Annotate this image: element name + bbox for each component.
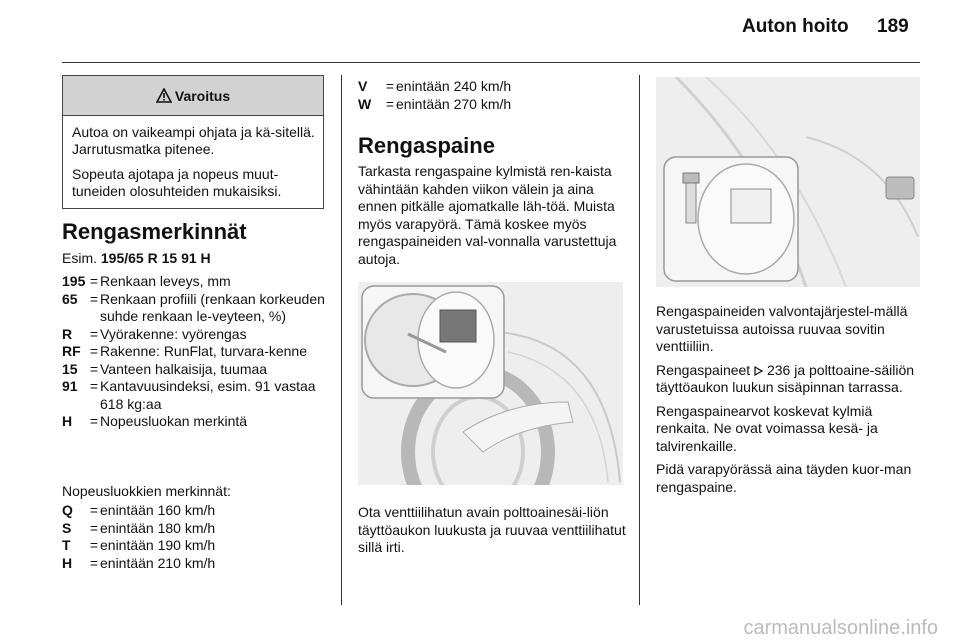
- warning-box: [62, 75, 324, 209]
- definition-key: R: [62, 325, 73, 342]
- column-divider-2: [639, 75, 640, 605]
- definition-row: 91 = Kantavuusindeksi, esim. 91 vastaa 618 kg:aa: [62, 378, 332, 413]
- speed-class-row: T = enintään 190 km/h: [62, 537, 332, 555]
- definition-value: Renkaan leveys, mm: [100, 273, 231, 289]
- speed-class-list-1: [62, 502, 332, 572]
- definition-row: 195 = Renkaan leveys, mm: [62, 273, 332, 291]
- speed-class-value: enintään 180 km/h: [100, 519, 216, 536]
- speed-classes-intro: Nopeusluokkien merkinnät:: [62, 483, 231, 499]
- speed-class-key: W: [358, 95, 372, 112]
- speed-class-list-2: [358, 78, 628, 113]
- page-number: 189: [877, 16, 909, 37]
- definition-value: Rakenne: RunFlat, turvara-kenne: [100, 343, 307, 359]
- definition-value: Nopeusluokan merkintä: [100, 413, 248, 429]
- figure2-caption: Rengaspaineiden valvontajärjestel-mällä varustetuissa autoissa ruuvaa sovitin venttiiliin.: [656, 303, 908, 354]
- speed-class-row: V = enintään 240 km/h: [358, 78, 628, 96]
- warning-triangle-icon: [156, 88, 172, 103]
- definition-key: 15: [62, 360, 78, 377]
- tyre-pressure-intro: Tarkasta rengaspaine kylmistä ren-kaista vähintään kahden viikon välein ja aina ennen pitkälle ajomatkalle läh-töä. Muista myös varapyörä. Tämä koskee myös rengaspaineiden val-vonnalla varustettuja autoja.: [358, 163, 617, 267]
- definition-row: R = Vyörakenne: vyörengas: [62, 326, 332, 344]
- spare-wheel-note: Pidä varapyörässä aina täyden kuor-man rengaspaine.: [656, 461, 912, 495]
- speed-class-value: enintään 190 km/h: [100, 537, 216, 553]
- speed-class-value: enintään 270 km/h: [396, 95, 512, 112]
- page-reference-triangle-icon: [754, 366, 763, 376]
- illustration-valve-adapter: [656, 77, 920, 287]
- definition-key: 195: [62, 273, 86, 289]
- pressure-reference: [656, 362, 924, 397]
- definition-key: 91: [62, 378, 78, 394]
- speed-class-row: W = enintään 270 km/h: [358, 96, 628, 114]
- warning-text-1: Autoa on vaikeampi ohjata ja kä-sitellä. Jarrutusmatka pitenee.: [72, 124, 315, 157]
- example-code: 195/65 R 15 91 H: [100, 250, 211, 266]
- definition-key: H: [62, 413, 73, 429]
- valve-adapter-illustration: [656, 77, 920, 287]
- illustration-fuel-flap-valve-key: [358, 282, 623, 485]
- speed-class-row: H = enintään 210 km/h: [62, 555, 332, 573]
- tyre-pressure-right-column: [656, 303, 924, 502]
- definition-row: H = Nopeusluokan merkintä: [62, 413, 332, 431]
- figure1-caption: Ota venttiilihatun avain polttoainesäi-liön täyttöaukon luukusta ja ruuvaa venttiilihatut sillä irti.: [358, 504, 626, 555]
- definition-value: Renkaan profiili (renkaan korkeuden suhde renkaan le-veyteen, %): [100, 290, 325, 324]
- definition-value: Vyörakenne: vyörengas: [100, 325, 247, 342]
- speed-class-row: Q = enintään 160 km/h: [62, 502, 332, 520]
- definition-value: Kantavuusindeksi, esim. 91 vastaa 618 kg:aa: [100, 378, 316, 412]
- speed-class-value: enintään 210 km/h: [100, 554, 216, 571]
- definition-row: RF = Rakenne: RunFlat, turvara-kenne: [62, 343, 332, 361]
- definition-key: 65: [62, 290, 78, 307]
- fuel-flap-tyre-illustration: [358, 282, 623, 485]
- tyre-marking-definitions: [62, 273, 332, 431]
- column-divider-1: [341, 75, 342, 605]
- warning-header: [63, 76, 323, 116]
- tyre-pressure-heading: Rengaspaine: [358, 133, 495, 158]
- definition-row: 65 = Renkaan profiili (renkaan korkeuden suhde renkaan le-veyteen, %): [62, 291, 332, 326]
- definition-value: Vanteen halkaisija, tuumaa: [100, 360, 268, 377]
- page-section-title: Auton hoito: [742, 16, 849, 37]
- warning-title: Varoitus: [174, 87, 231, 104]
- speed-class-value: enintään 240 km/h: [396, 78, 512, 94]
- tyre-example-line: [62, 250, 332, 268]
- speed-class-key: S: [62, 519, 72, 536]
- cold-tyre-note: Rengaspainearvot koskevat kylmiä renkaita. Ne ovat voimassa kesä- ja talvirenkaille.: [656, 402, 878, 454]
- speed-class-key: H: [62, 554, 73, 571]
- speed-class-value: enintään 160 km/h: [100, 502, 216, 518]
- pressure-reference-text: Rengaspaineet: [656, 361, 755, 378]
- speed-class-key: Q: [62, 502, 73, 518]
- example-label: Esim.: [62, 250, 97, 266]
- tyre-markings-heading: Rengasmerkinnät: [62, 219, 247, 244]
- pressure-reference-text-cont: 236 ja polttoaine-säiliön täyttöaukon luukun sisäpinnan tarrassa.: [656, 361, 915, 395]
- speed-class-key: T: [62, 537, 71, 553]
- watermark: carmanualsonline.info: [743, 617, 938, 639]
- header-divider: [62, 62, 920, 63]
- definition-key: RF: [62, 343, 81, 359]
- speed-class-key: V: [358, 78, 368, 94]
- speed-class-row: S = enintään 180 km/h: [62, 520, 332, 538]
- definition-row: 15 = Vanteen halkaisija, tuumaa: [62, 361, 332, 379]
- warning-text-2: Sopeuta ajotapa ja nopeus muut-tuneiden olosuhteiden mukaisiksi.: [72, 166, 282, 199]
